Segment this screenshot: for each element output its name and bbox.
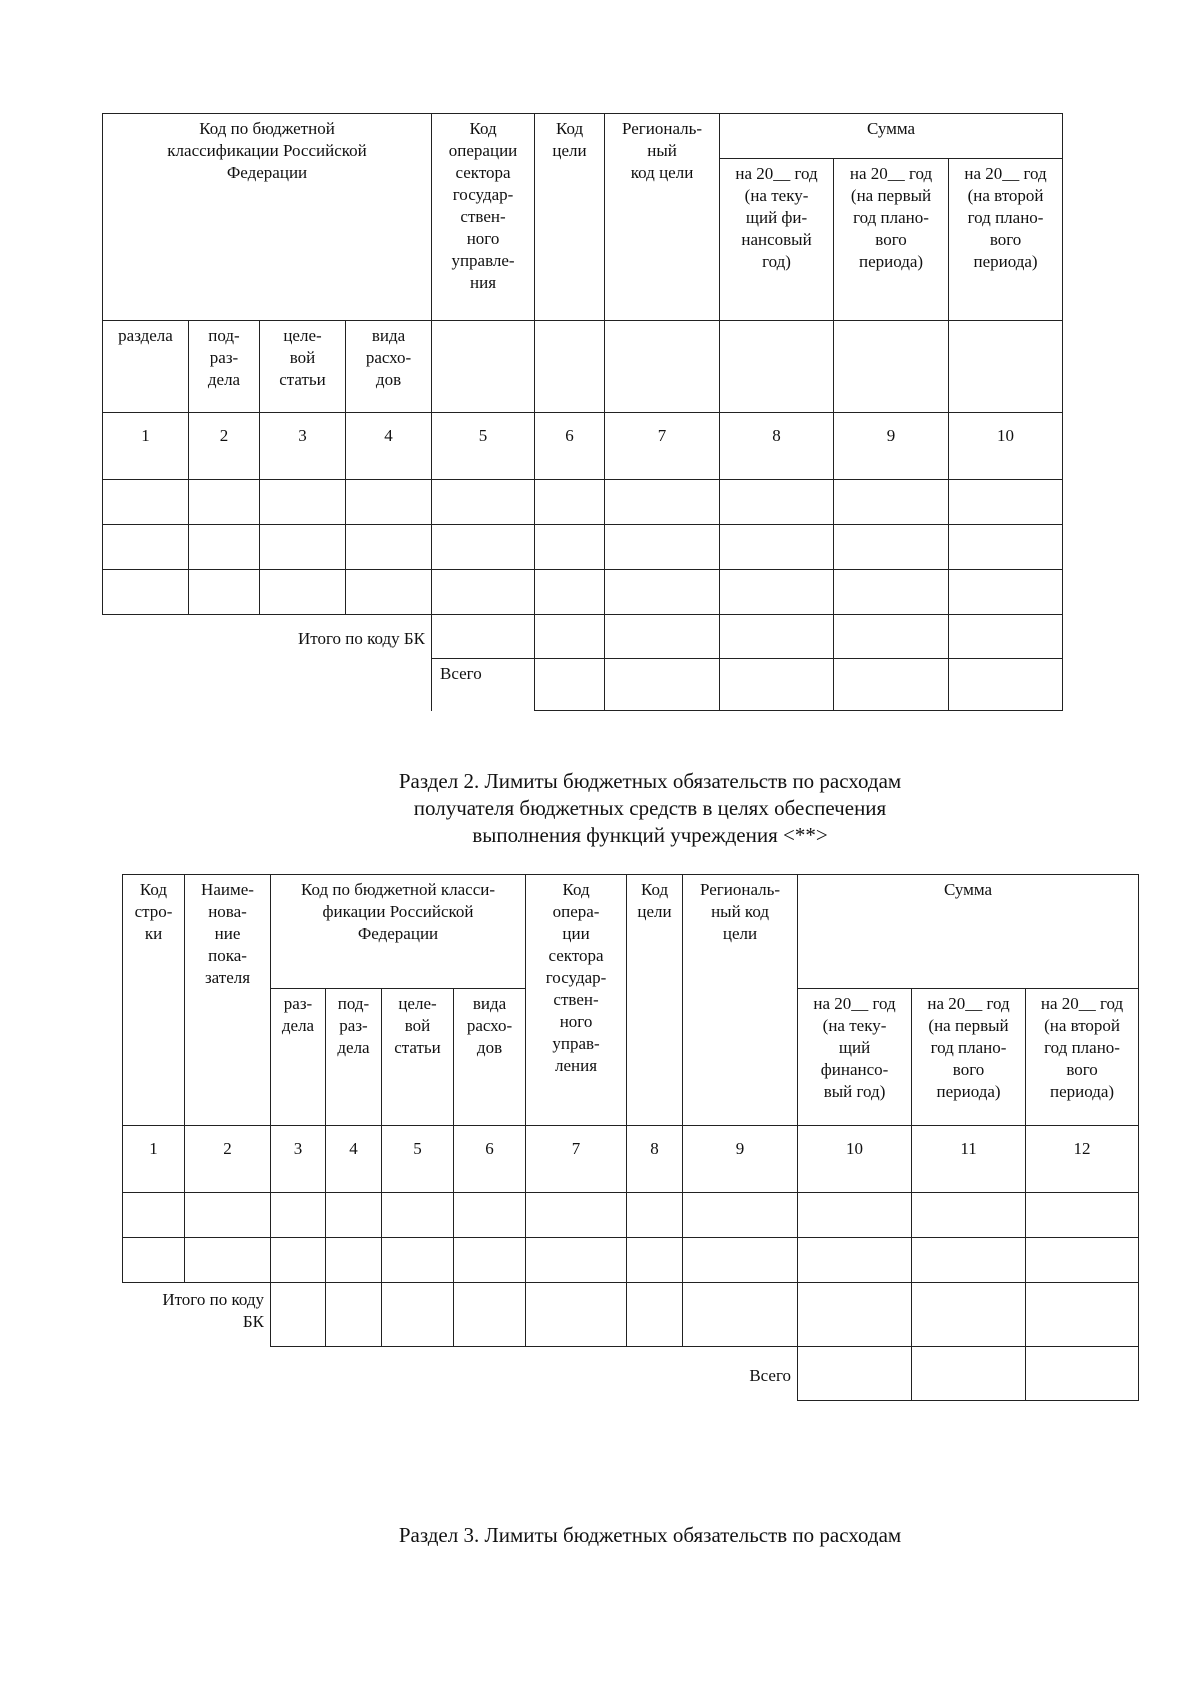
subsection-header: под- раз- дела <box>189 321 260 413</box>
table-row <box>103 480 1063 525</box>
target-item-header: целе- вой статьи <box>382 989 454 1126</box>
column-number: 1 <box>123 1126 185 1193</box>
column-number: 5 <box>382 1126 454 1193</box>
section-3-heading: Раздел 3. Лимиты бюджетных обязательств по расходам <box>398 1523 902 1547</box>
total-bk-label: Итого по коду БК <box>162 1290 264 1331</box>
goal-code-header: Код цели <box>535 114 605 321</box>
column-number: 7 <box>605 413 720 480</box>
row-code-header: Код стро- ки <box>123 875 185 1126</box>
kosgu-header: Код операции сектора государ- ствен- ного управле- ния <box>432 114 535 321</box>
column-number: 8 <box>720 413 834 480</box>
year-second-header: на 20__ год (на второй год плано- вого периода) <box>1026 989 1139 1126</box>
target-item-header: целе- вой статьи <box>260 321 346 413</box>
expense-type-header: вида расхо- дов <box>346 321 432 413</box>
total-bk-row <box>123 1283 1139 1347</box>
section-2-heading: Раздел 2. Лимиты бюджетных обязательств по расходам получателя бюджетных средств в целях обеспечения выполнения функций учреждения <**> <box>398 769 902 847</box>
grand-total-row <box>123 1347 1139 1401</box>
total-bk-label: Итого по коду БК <box>297 628 426 648</box>
column-number: 6 <box>454 1126 526 1193</box>
column-number: 3 <box>271 1126 326 1193</box>
column-number: 10 <box>949 413 1063 480</box>
regional-code-header: Региональ- ный код цели <box>605 114 720 321</box>
column-number: 8 <box>627 1126 683 1193</box>
column-number: 5 <box>432 413 535 480</box>
sum-header: Сумма <box>720 114 1063 159</box>
section-header: раз- дела <box>271 989 326 1126</box>
column-number: 3 <box>260 413 346 480</box>
column-number: 7 <box>526 1126 627 1193</box>
kosgu-header: Код опера- ции сектора государ- ствен- ного управ- ления <box>526 875 627 1126</box>
indicator-name-header: Наиме- нова- ние пока- зателя <box>185 875 271 1126</box>
subsection-header: под- раз- дела <box>326 989 382 1126</box>
year-current-header: на 20__ год (на теку- щий фи- нансовый год) <box>720 159 834 321</box>
grand-total-label: Всего <box>432 659 535 711</box>
section-header: раздела <box>103 321 189 413</box>
column-number: 9 <box>834 413 949 480</box>
goal-code-header: Код цели <box>627 875 683 1126</box>
total-bk-row <box>103 615 1063 659</box>
kbk-header: Код по бюджетной класси- фикации Российской Федерации <box>271 875 526 989</box>
column-number: 11 <box>912 1126 1026 1193</box>
column-number: 2 <box>185 1126 271 1193</box>
year-first-header: на 20__ год (на первый год плано- вого периода) <box>912 989 1026 1126</box>
column-number: 4 <box>346 413 432 480</box>
year-current-header: на 20__ год (на теку- щий финансо- вый год) <box>798 989 912 1126</box>
column-number: 10 <box>798 1126 912 1193</box>
table-row <box>103 570 1063 615</box>
year-first-header: на 20__ год (на первый год плано- вого периода) <box>834 159 949 321</box>
table-2 <box>122 874 1139 1401</box>
column-number: 1 <box>103 413 189 480</box>
sum-header: Сумма <box>798 875 1139 989</box>
regional-code-header: Региональ- ный код цели <box>683 875 798 1126</box>
table-row <box>123 1193 1139 1238</box>
column-number: 9 <box>683 1126 798 1193</box>
column-number: 2 <box>189 413 260 480</box>
column-numbers-row <box>103 413 1063 480</box>
grand-total-row <box>103 659 1063 711</box>
kbk-header: Код по бюджетной классификации Российской Федерации <box>103 114 432 321</box>
column-number: 12 <box>1026 1126 1139 1193</box>
table-1 <box>102 113 1063 711</box>
grand-total-label: Всего <box>749 1365 792 1385</box>
column-numbers-row <box>123 1126 1139 1193</box>
year-second-header: на 20__ год (на второй год плано- вого периода) <box>949 159 1063 321</box>
table-row <box>123 1238 1139 1283</box>
column-number: 4 <box>326 1126 382 1193</box>
expense-type-header: вида расхо- дов <box>454 989 526 1126</box>
column-number: 6 <box>535 413 605 480</box>
table-row <box>103 525 1063 570</box>
